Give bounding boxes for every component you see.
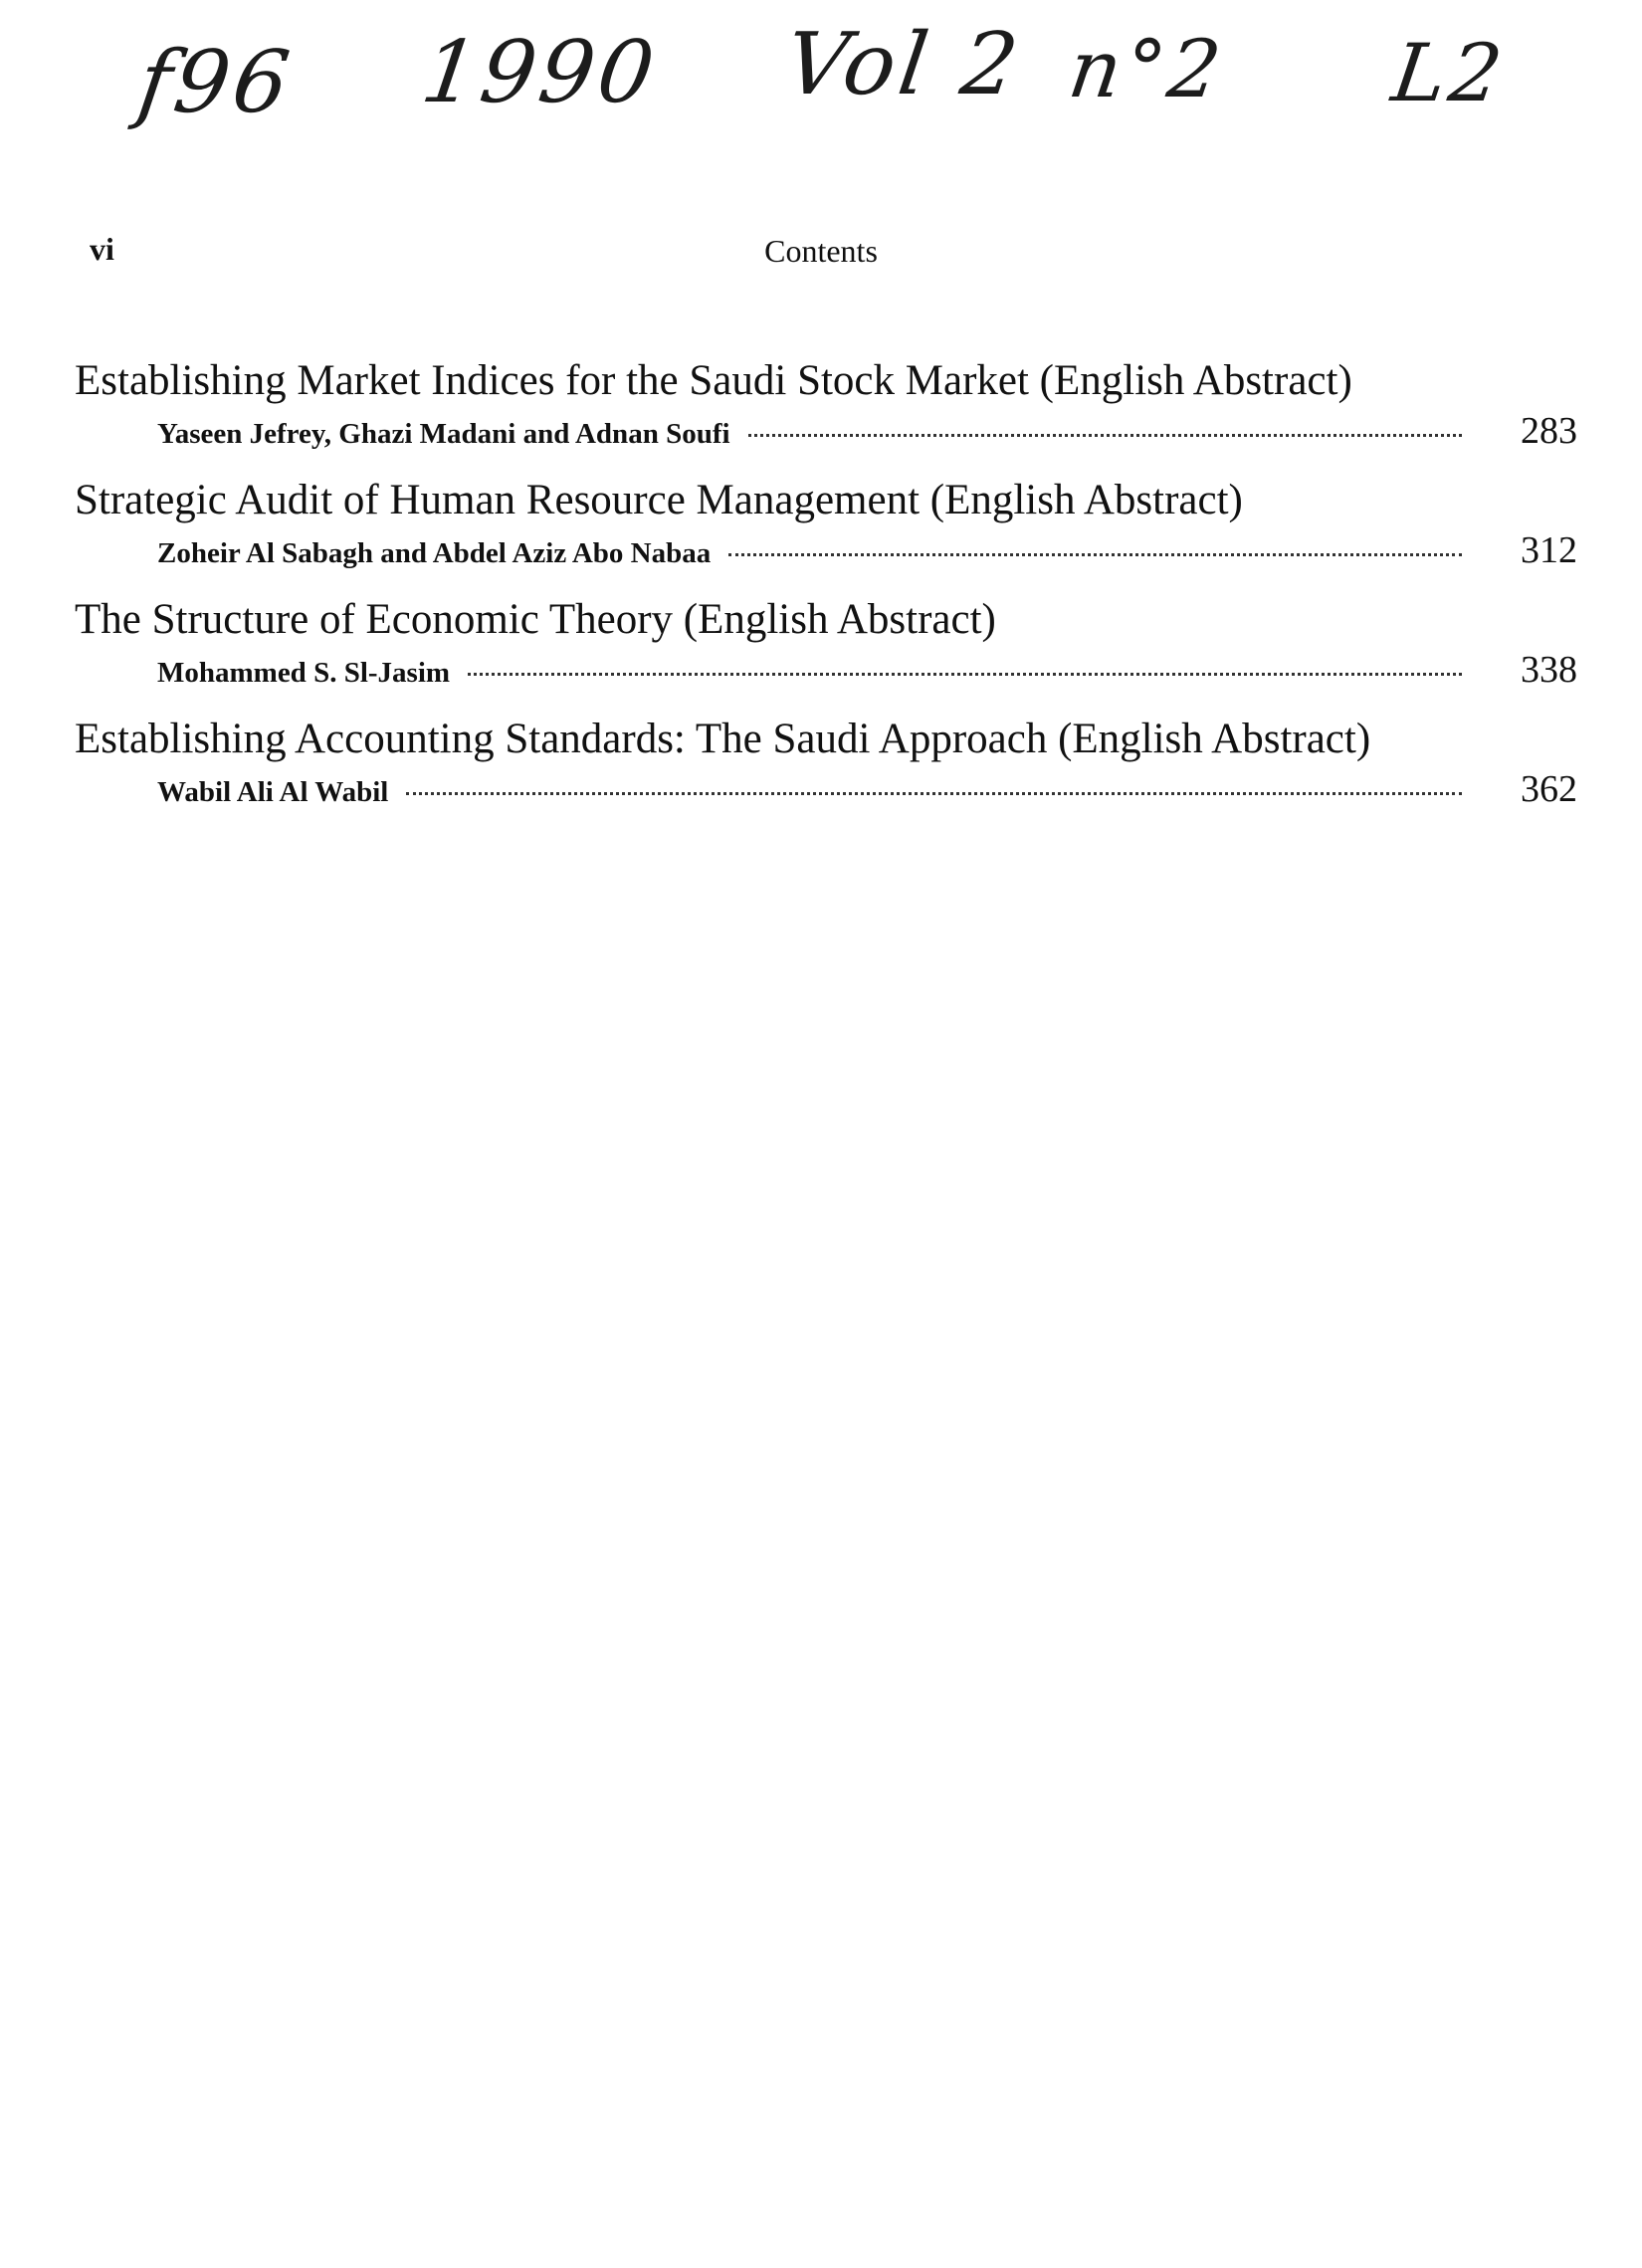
entry-title: The Structure of Economic Theory (English Abstract) — [75, 596, 996, 643]
dot-leader — [468, 673, 1462, 676]
entry-title: Establishing Accounting Standards: The Saudi Approach (English Abstract) — [75, 716, 1371, 762]
handwritten-code: f96 — [131, 33, 300, 132]
entry-page-number: 312 — [1521, 529, 1577, 571]
entry-authors: Yaseen Jefrey, Ghazi Madani and Adnan Soufi — [157, 418, 730, 450]
toc-entry — [75, 353, 1577, 453]
entry-title: Establishing Market Indices for the Saudi Stock Market (English Abstract) — [75, 357, 1352, 404]
entry-byline — [75, 767, 1577, 811]
entry-authors: Zoheir Al Sabagh and Abdel Aziz Abo Nabaa — [157, 537, 712, 569]
handwritten-number: n°2 — [1063, 23, 1231, 115]
dot-leader — [728, 553, 1462, 556]
entry-page-number: 338 — [1521, 649, 1577, 691]
toc-entry — [75, 712, 1577, 811]
toc-entry — [75, 473, 1577, 572]
entry-page-number: 283 — [1521, 410, 1577, 452]
page-folio: vi — [90, 231, 114, 267]
dot-leader — [748, 434, 1462, 437]
handwritten-annotation — [0, 0, 1642, 159]
table-of-contents — [75, 353, 1577, 831]
entry-authors: Wabil Ali Al Wabil — [157, 776, 389, 808]
entry-byline — [75, 409, 1577, 453]
handwritten-volume: Vol 2 — [778, 15, 1028, 114]
entry-byline — [75, 648, 1577, 692]
entry-page-number: 362 — [1521, 768, 1577, 810]
handwritten-mark: L2 — [1386, 27, 1512, 119]
dot-leader — [406, 792, 1462, 795]
entry-byline — [75, 528, 1577, 572]
entry-title: Strategic Audit of Human Resource Management (English Abstract) — [75, 477, 1243, 523]
toc-entry — [75, 592, 1577, 692]
handwritten-year: 1990 — [415, 23, 664, 122]
entry-authors: Mohammed S. Sl-Jasim — [157, 657, 451, 689]
page-title: Contents — [764, 233, 878, 269]
running-header — [90, 231, 1552, 271]
